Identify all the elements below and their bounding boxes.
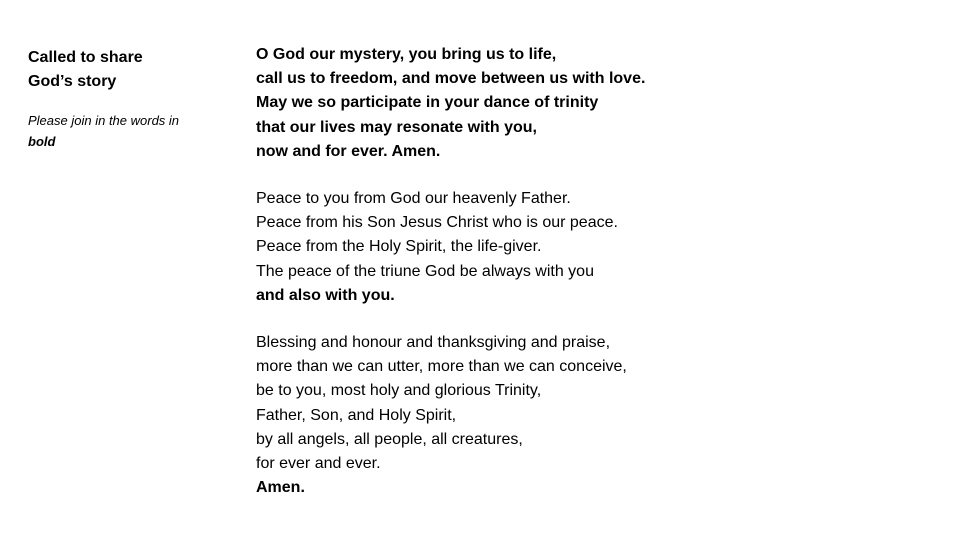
stanza-line: Blessing and honour and thanksgiving and praise, [256,334,611,352]
stanza-line: Peace to you from God our heavenly Father. [256,190,571,208]
stanza-line: for ever and ever. [256,455,381,473]
slide-title-line: Called to share [28,49,143,66]
stanza-line: by all angels, all people, all creatures, [256,430,523,448]
liturgy-text [256,43,946,523]
stanza-line: Father, Son, and Holy Spirit, [256,406,457,424]
stanza-line: O God our mystery, you bring us to life, [256,46,557,63]
stanza-line: May we so participate in your dance of trinity [256,94,599,112]
instruction-text: Please join in the words in [28,113,180,128]
stanza-line: more than we can utter, more than we can conceive, [256,358,627,376]
stanza-line: The peace of the triune God be always with you [256,262,594,280]
opening-prayer-stanza [256,43,946,164]
stanza-line: be to you, most holy and glorious Trinity, [256,382,542,400]
slide-title-line: God’s story [28,73,117,90]
stanza-line: that our lives may resonate with you, [256,118,537,136]
instruction-bold-word: bold [28,134,56,149]
stanza-line: and also with you. [256,286,395,304]
slide-title [28,46,218,94]
sidebar-panel [28,46,218,152]
stanza-line: Amen. [256,479,305,497]
instruction-note [28,110,218,152]
stanza-line: Peace from the Holy Spirit, the life-giver. [256,238,542,256]
stanza-line: call us to freedom, and move between us with love. [256,70,646,88]
doxology-stanza [256,331,946,500]
stanza-line: Peace from his Son Jesus Christ who is our peace. [256,214,618,232]
peace-greeting-stanza [256,187,946,308]
stanza-line: now and for ever. Amen. [256,142,441,160]
